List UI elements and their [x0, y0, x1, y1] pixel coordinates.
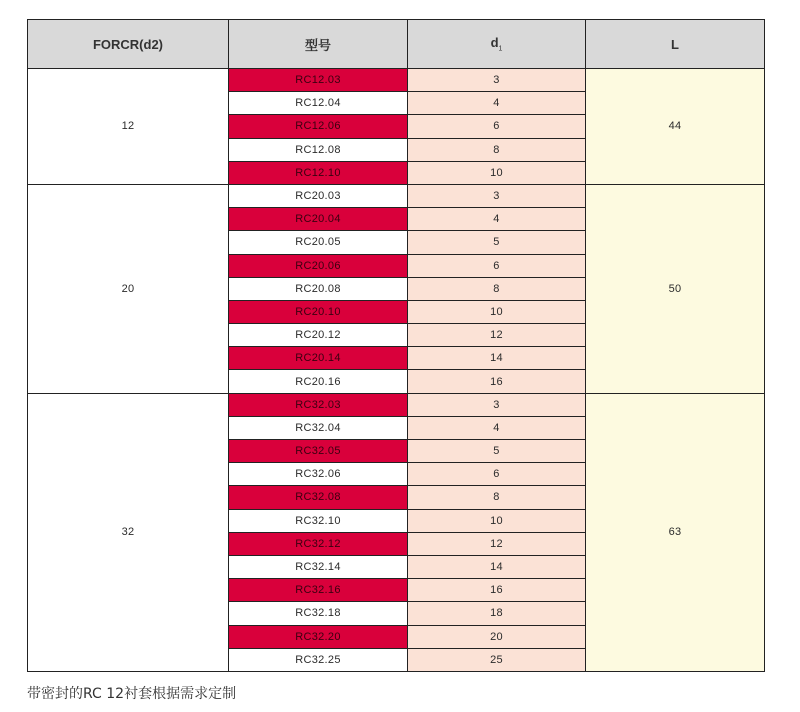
l-cell: 63	[586, 393, 765, 671]
model-cell: RC20.03	[229, 184, 408, 207]
table-row	[28, 69, 765, 92]
model-cell: RC20.04	[229, 208, 408, 231]
header-d1-main: d	[490, 35, 499, 51]
model-cell: RC12.04	[229, 92, 408, 115]
d1-cell: 6	[408, 463, 586, 486]
spec-table	[27, 19, 765, 672]
table-body	[28, 69, 765, 672]
d1-cell: 3	[408, 184, 586, 207]
d1-cell: 3	[408, 393, 586, 416]
model-cell: RC32.25	[229, 648, 408, 671]
header-l: L	[586, 20, 765, 69]
model-cell: RC20.05	[229, 231, 408, 254]
d1-cell: 10	[408, 509, 586, 532]
d1-cell: 3	[408, 69, 586, 92]
d1-cell: 8	[408, 277, 586, 300]
d1-cell: 14	[408, 347, 586, 370]
model-cell: RC12.10	[229, 161, 408, 184]
model-cell: RC32.08	[229, 486, 408, 509]
forcr-d2-cell: 12	[28, 69, 229, 185]
d1-cell: 25	[408, 648, 586, 671]
model-cell: RC12.06	[229, 115, 408, 138]
model-cell: RC32.14	[229, 555, 408, 578]
model-cell: RC32.06	[229, 463, 408, 486]
d1-cell: 12	[408, 324, 586, 347]
model-cell: RC12.03	[229, 69, 408, 92]
model-cell: RC32.18	[229, 602, 408, 625]
table-header	[28, 20, 765, 69]
model-cell: RC32.04	[229, 416, 408, 439]
model-cell: RC12.08	[229, 138, 408, 161]
model-cell: RC32.20	[229, 625, 408, 648]
model-cell: RC20.14	[229, 347, 408, 370]
table-row	[28, 184, 765, 207]
d1-cell: 10	[408, 300, 586, 323]
model-cell: RC32.16	[229, 579, 408, 602]
d1-cell: 20	[408, 625, 586, 648]
header-d1-subscript: 1	[498, 45, 503, 53]
footnote: 带密封的RC 12衬套根据需求定制	[27, 686, 237, 702]
d1-cell: 5	[408, 231, 586, 254]
header-model: 型号	[229, 20, 408, 69]
d1-cell: 8	[408, 486, 586, 509]
forcr-d2-cell: 32	[28, 393, 229, 671]
d1-cell: 4	[408, 208, 586, 231]
d1-cell: 4	[408, 92, 586, 115]
d1-cell: 12	[408, 532, 586, 555]
model-cell: RC20.08	[229, 277, 408, 300]
d1-cell: 5	[408, 440, 586, 463]
header-forcr: FORCR(d2)	[28, 20, 229, 69]
model-cell: RC32.12	[229, 532, 408, 555]
model-cell: RC20.16	[229, 370, 408, 393]
l-cell: 50	[586, 184, 765, 393]
model-cell: RC32.05	[229, 440, 408, 463]
d1-cell: 6	[408, 254, 586, 277]
d1-cell: 4	[408, 416, 586, 439]
model-cell: RC20.10	[229, 300, 408, 323]
model-cell: RC32.10	[229, 509, 408, 532]
model-cell: RC32.03	[229, 393, 408, 416]
d1-cell: 10	[408, 161, 586, 184]
table-row	[28, 393, 765, 416]
model-cell: RC20.12	[229, 324, 408, 347]
l-cell: 44	[586, 69, 765, 185]
forcr-d2-cell: 20	[28, 184, 229, 393]
d1-cell: 6	[408, 115, 586, 138]
d1-cell: 14	[408, 555, 586, 578]
d1-cell: 16	[408, 579, 586, 602]
d1-cell: 18	[408, 602, 586, 625]
header-d1	[408, 20, 586, 69]
d1-cell: 8	[408, 138, 586, 161]
model-cell: RC20.06	[229, 254, 408, 277]
header-row	[28, 20, 765, 69]
d1-cell: 16	[408, 370, 586, 393]
